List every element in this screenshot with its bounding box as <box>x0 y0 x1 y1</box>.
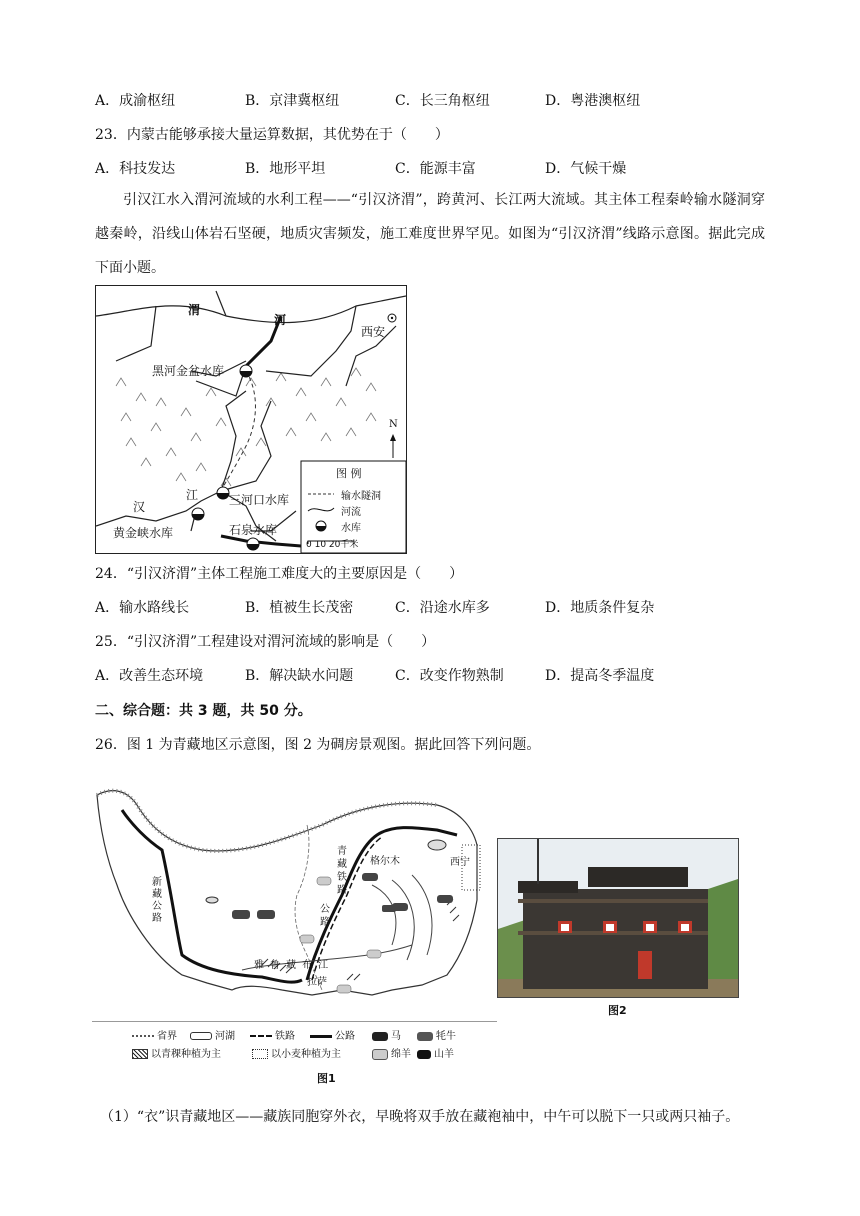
q25-option-c: C．改变作物熟制 <box>395 668 504 684</box>
label-sanhekou-reservoir: 三河口水库 <box>229 493 290 507</box>
q25-option-d: D．提高冬季温度 <box>545 668 655 684</box>
label-north: N <box>389 419 398 430</box>
legend-railway: 铁路 <box>250 1027 295 1042</box>
legend-title: 图 例 <box>336 467 362 480</box>
section2-heading: 二、综合题：共 3 题，共 50 分。 <box>95 703 312 719</box>
legend-scale: 0 10 20千米 <box>306 540 359 550</box>
q23-option-d: D．气候干燥 <box>545 161 627 177</box>
legend-province-border: 省界 <box>132 1027 177 1042</box>
label-xian: 西安 <box>361 325 386 339</box>
label-geermu: 格尔木 <box>370 856 400 867</box>
legend-tunnel: 输水隧洞 <box>341 491 381 502</box>
diaofang-photo <box>497 838 739 998</box>
q25-option-a: A．改善生态环境 <box>95 668 204 684</box>
q24-option-d: D．地质条件复杂 <box>545 600 655 616</box>
label-jiang: 江 <box>186 488 199 502</box>
label-xining: 西宁 <box>450 857 470 868</box>
q26-stem: 26．图 1 为青藏地区示意图，图 2 为碉房景观图。据此回答下列问题。 <box>95 737 541 753</box>
legend-river: 河流 <box>341 507 361 518</box>
legend-reservoir: 水库 <box>341 523 361 534</box>
stone-house-image <box>498 839 738 997</box>
q23-stem: 23．内蒙古能够承接大量运算数据，其优势在于（ ） <box>95 127 449 143</box>
label-shiquan-reservoir: 石泉水库 <box>229 523 278 537</box>
q23-option-a: A．科技发达 <box>95 161 176 177</box>
label-lhasa: 拉萨 <box>307 977 327 988</box>
legend-rivers-lakes: 河湖 <box>190 1027 235 1042</box>
q25-option-b: B．解决缺水问题 <box>245 668 354 684</box>
legend-road: 公路 <box>310 1027 355 1042</box>
q24-option-a: A．输水路线长 <box>95 600 190 616</box>
q22-option-d: D．粤港澳枢纽 <box>545 93 641 109</box>
label-road: 公路 <box>320 904 330 928</box>
horse-icon <box>372 1032 388 1041</box>
label-wei: 渭 <box>188 303 201 317</box>
label-yarlung-tsangpo: 雅鲁藏布江 <box>254 960 334 971</box>
q24-option-b: B．植被生长茂密 <box>245 600 354 616</box>
legend-yak: 牦牛 <box>417 1027 456 1042</box>
legend-horse: 马 <box>372 1027 401 1042</box>
label-heihe-reservoir: 黑河金盆水库 <box>152 364 225 378</box>
figure1-caption: 图1 <box>317 1072 336 1085</box>
legend-sheep: 绵羊 <box>372 1045 411 1060</box>
legend-wheat: 以小麦种植为主 <box>252 1045 341 1060</box>
q23-option-c: C．能源丰富 <box>395 161 476 177</box>
label-qingzang-railway: 青藏铁路 <box>337 846 347 896</box>
legend-barley: 以青稞种植为主 <box>132 1045 221 1060</box>
label-xinzang-highway: 新藏公路 <box>152 877 162 924</box>
yak-icon <box>417 1032 433 1041</box>
qingzang-map <box>92 785 497 1085</box>
label-huangjinxia-reservoir: 黄金峡水库 <box>113 526 174 540</box>
q22-option-c: C．长三角枢纽 <box>395 93 490 109</box>
label-he: 河 <box>274 313 287 327</box>
yinhanjiwei-map <box>95 285 407 554</box>
q24-option-c: C．沿途水库多 <box>395 600 490 616</box>
intro-paragraph: 引汉江水入渭河流域的水利工程——“引汉济渭”，跨黄河、长江两大流域。其主体工程秦岭输水隧洞穿越秦岭，沿线山体岩石坚硬，地质灾害频发，施工难度世界罕见。如图为“引汉济渭”线路示意图。据此完成下面小题。 <box>95 192 765 276</box>
q25-stem: 25．“引汉济渭”工程建设对渭河流域的影响是（ ） <box>95 634 436 650</box>
q23-option-b: B．地形平坦 <box>245 161 326 177</box>
figure2-caption: 图2 <box>608 1004 627 1017</box>
q22-option-b: B．京津冀枢纽 <box>245 93 340 109</box>
legend-goat: 山羊 <box>417 1045 454 1060</box>
label-han: 汉 <box>133 500 146 514</box>
map2-legend-divider <box>92 1021 497 1022</box>
goat-icon <box>417 1050 431 1059</box>
q22-option-a: A．成渝枢纽 <box>95 93 176 109</box>
q24-stem: 24．“引汉济渭”主体工程施工难度大的主要原因是（ ） <box>95 566 464 582</box>
q26-part1: （1）“衣”识青藏地区——藏族同胞穿外衣，早晚将双手放在藏袍袖中，中午可以脱下一只或两只袖子。 <box>100 1109 740 1125</box>
sheep-icon <box>372 1049 388 1060</box>
